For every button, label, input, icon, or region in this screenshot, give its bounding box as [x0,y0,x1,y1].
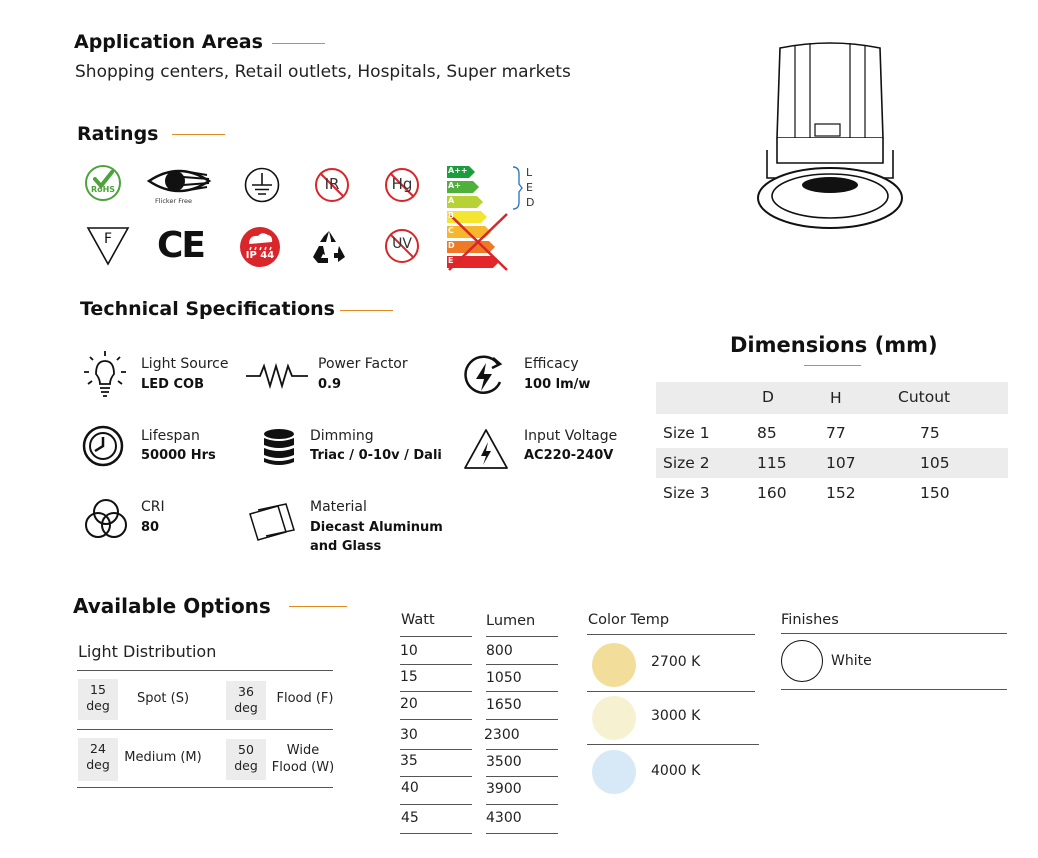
dim-header-d: D [762,388,774,406]
heading-rule [172,134,225,135]
ip44-icon [239,226,281,268]
deg-value: 50 [238,742,254,757]
color-swatch [592,750,636,794]
spec-value: 0.9 [318,377,342,392]
divider [587,744,759,745]
spec-value: 50000 Hrs [141,448,216,463]
distribution-heading: Light Distribution [78,642,217,661]
watt-value: 20 [400,696,418,712]
distribution-deg-box [78,738,118,781]
spec-value: and Glass [310,539,382,554]
divider [587,634,755,635]
spec-value: AC220-240V [524,448,614,463]
no-mercury-icon [384,167,420,203]
deg-value: 15 [90,682,106,697]
cri-circles-icon [84,498,128,540]
dim-row-name: Size 2 [663,454,710,472]
energy-class: B [448,211,455,220]
spec-value: 80 [141,520,160,535]
tech-heading: Technical Specifications [80,298,335,320]
divider [486,664,558,665]
dim-header-cutout: Cutout [898,388,951,406]
ce-mark: CE [157,225,205,266]
finish-swatch-white [781,640,823,682]
watt-value: 30 [400,727,418,743]
dim-row-h: 152 [826,484,856,502]
color-temp-label: 4000 K [651,763,701,779]
divider [486,804,558,805]
f-mark-icon [86,226,130,266]
resistor-icon [246,364,308,388]
energy-class: D [448,241,455,250]
divider [77,729,333,730]
spec-label: Light Source [141,356,229,372]
distribution-deg-box [78,679,118,720]
distribution-name: Medium (M) [124,750,202,765]
distribution-name [268,742,338,776]
dim-row-cutout: 75 [920,424,940,442]
dim-row-h: 77 [826,424,846,442]
deg-unit: deg [234,758,258,773]
color-swatch [592,696,636,740]
lumen-value: 4300 [486,810,522,826]
deg-unit: deg [86,757,110,772]
divider [486,776,558,777]
dimming-icon [262,428,296,468]
watt-value: 10 [400,643,418,659]
distribution-name-line: Flood (W) [271,760,335,775]
distribution-name-line: Wide [286,743,320,758]
lumen-value: 3500 [486,754,522,770]
spec-label: Efficacy [524,356,579,372]
divider [486,636,558,637]
lumen-value: 1650 [486,697,522,713]
flicker-free-text: Flicker Free [155,197,192,205]
heading-rule [289,606,347,607]
energy-scale-letter: D [526,196,535,209]
ground-icon [244,167,280,203]
divider [400,833,472,834]
dim-row-cutout: 105 [920,454,950,472]
lumen-heading: Lumen [486,613,536,629]
distribution-name: Spot (S) [136,691,190,706]
energy-class: C [448,226,454,235]
dim-header-h: H [830,389,842,407]
watt-value: 35 [400,753,418,769]
dim-row-cutout: 150 [920,484,950,502]
application-heading: Application Areas [74,31,263,53]
watt-value: 40 [401,780,419,796]
spec-value: LED COB [141,377,204,392]
spec-value: 100 lm/w [524,377,591,392]
recycle-icon [310,228,348,266]
dim-row-d: 85 [757,424,777,442]
divider [77,787,333,788]
divider [486,749,558,750]
efficacy-icon [462,354,506,398]
options-heading: Available Options [73,594,271,618]
lumen-value: 3900 [486,781,522,797]
watt-heading: Watt [401,612,435,628]
watt-value: 15 [400,669,418,685]
flicker-free-icon [147,165,211,207]
spec-label: Input Voltage [524,428,618,444]
lifespan-clock-icon [82,425,124,467]
lumen-value: 800 [486,643,513,659]
spec-value: Diecast Aluminum [310,520,443,535]
distribution-deg-box [226,681,266,720]
lumen-value: 1050 [486,670,522,686]
divider [781,633,1007,634]
ratings-heading: Ratings [77,123,159,145]
dim-row-d: 160 [757,484,787,502]
ip44-text: IP 44 [245,250,275,261]
rohs-text: RoHS [90,185,116,194]
spec-label: Dimming [310,428,374,444]
finishes-heading: Finishes [781,612,839,628]
ir-text: IR [324,175,340,193]
heading-rule [340,310,393,311]
distribution-name: Flood (F) [276,691,334,706]
dim-row-name: Size 1 [663,424,710,442]
application-text: Shopping centers, Retail outlets, Hospitals, Super markets [75,62,571,82]
heading-rule [272,43,325,44]
divider [400,804,472,805]
spec-value: Triac / 0-10v / Dali [310,448,442,463]
deg-value: 24 [90,741,106,756]
dim-row-name: Size 3 [663,484,710,502]
energy-class: E [448,256,454,265]
energy-class: A+ [448,181,461,190]
divider [400,636,472,637]
watt-value: 45 [401,810,419,826]
spec-label: Lifespan [141,428,200,444]
dim-row-h: 107 [826,454,856,472]
dim-row-d: 115 [757,454,787,472]
energy-class: A [448,196,455,205]
divider [781,689,1007,690]
divider [400,691,472,692]
color-temp-heading: Color Temp [588,612,670,628]
energy-label-icon [447,166,547,272]
divider [486,833,558,834]
dimensions-heading: Dimensions (mm) [730,333,938,357]
material-icon [248,502,296,542]
divider [486,691,558,692]
divider [587,691,755,692]
bulb-icon [82,350,128,400]
distribution-deg-box [226,739,266,780]
lumen-value: 2300 [484,727,520,743]
deg-unit: deg [86,698,110,713]
spec-label: Power Factor [318,356,408,372]
no-uv-icon [384,228,420,264]
heading-rule [804,365,861,366]
divider [400,776,472,777]
spec-label: Material [310,499,367,515]
f-mark-text: F [103,231,113,247]
deg-unit: deg [234,700,258,715]
hg-text: Hg [391,175,413,193]
divider [400,664,472,665]
energy-scale-letter: E [526,181,533,194]
rohs-icon [84,164,122,202]
energy-class: A++ [448,166,468,175]
voltage-warning-icon [463,428,509,470]
color-swatch [592,643,636,687]
divider [486,719,558,720]
uv-text: UV [392,236,412,252]
no-ir-icon [314,167,350,203]
finish-label: White [831,653,872,669]
downlight-product-image [755,38,905,233]
divider [400,749,472,750]
energy-scale-letter: L [526,166,533,179]
deg-value: 36 [238,684,254,699]
color-temp-label: 2700 K [651,654,701,670]
divider [77,670,333,671]
divider [400,719,472,720]
spec-label: CRI [141,499,165,515]
color-temp-label: 3000 K [651,708,701,724]
